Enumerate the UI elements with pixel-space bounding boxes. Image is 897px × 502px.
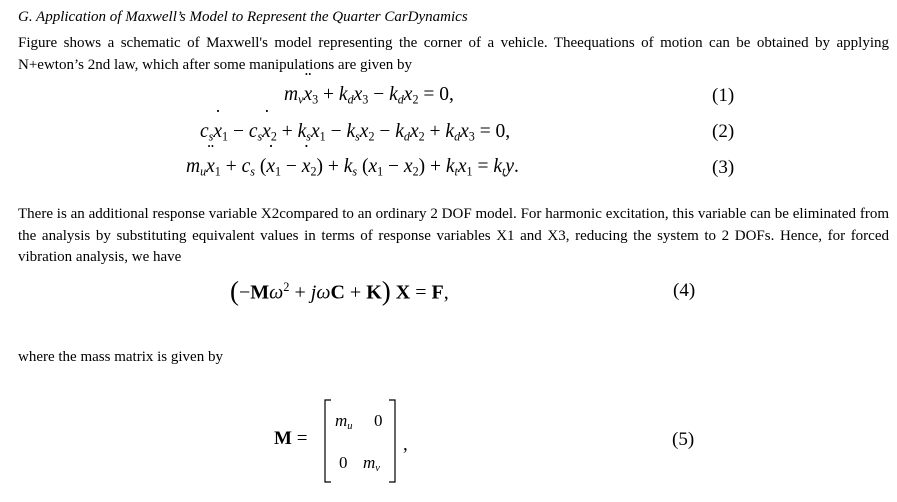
intro-paragraph: Figure shows a schematic of Maxwell's model representing the corner of a vehicle. Theequations of motion can be obtained by applying N+ewton’s 2nd law, which after some manipulations are given by bbox=[18, 35, 889, 73]
mass-matrix-label: M = bbox=[274, 428, 308, 449]
section-heading: G. Application of Maxwell’s Model to Represent the Quarter CarDynamics bbox=[18, 9, 468, 25]
mass-matrix bbox=[322, 398, 398, 484]
equation-number-2: (2) bbox=[712, 121, 735, 142]
mass-matrix-intro: where the mass matrix is given by bbox=[18, 349, 223, 365]
equation-1: $m_vx$ $¨_3 + k_dx_3 - k_dx_2 = 0$, bbox=[284, 84, 454, 106]
matrix-cell-1-1: $m_u$ bbox=[335, 411, 353, 433]
equation-2: $c_sx$ $˙_1 - c_sx$ $˙_2 + k_sx_1 - k_sx_2 - k_dx_2 + k_dx_3 = 0$, bbox=[200, 121, 510, 143]
equation-number-5: (5) bbox=[672, 429, 695, 450]
matrix-cell-2-2: $m_v$ bbox=[363, 453, 380, 475]
matrix-brackets bbox=[322, 398, 398, 484]
equation-number-4: (4) bbox=[673, 280, 696, 301]
equation-number-3: (3) bbox=[712, 157, 735, 178]
matrix-trailing-comma: , bbox=[403, 434, 408, 455]
matrix-cell-1-2: 0 bbox=[374, 411, 383, 430]
matrix-cell-2-1: 0 bbox=[339, 453, 348, 472]
body-paragraph: There is an additional response variable X2compared to an ordinary 2 DOF model. For harmonic excitation, this variable can be eliminated from the analysis by substituting equivalent values in terms of response variables X1 and X3, reducing the system to 2 DOFs. Hence, for forced vibration analysis, we have bbox=[18, 206, 889, 265]
equation-number-1: (1) bbox=[712, 85, 735, 106]
equation-3: $m_ux$ $¨_1 + c_s$ (x $˙_1 - x$ $˙_2) + k_s$ $(x_1 - x_2) + k_tx_1 = k_ty$. bbox=[186, 156, 519, 178]
equation-4: $(-M\omega^2 + j\omega C + K) X = F$, bbox=[230, 276, 449, 306]
